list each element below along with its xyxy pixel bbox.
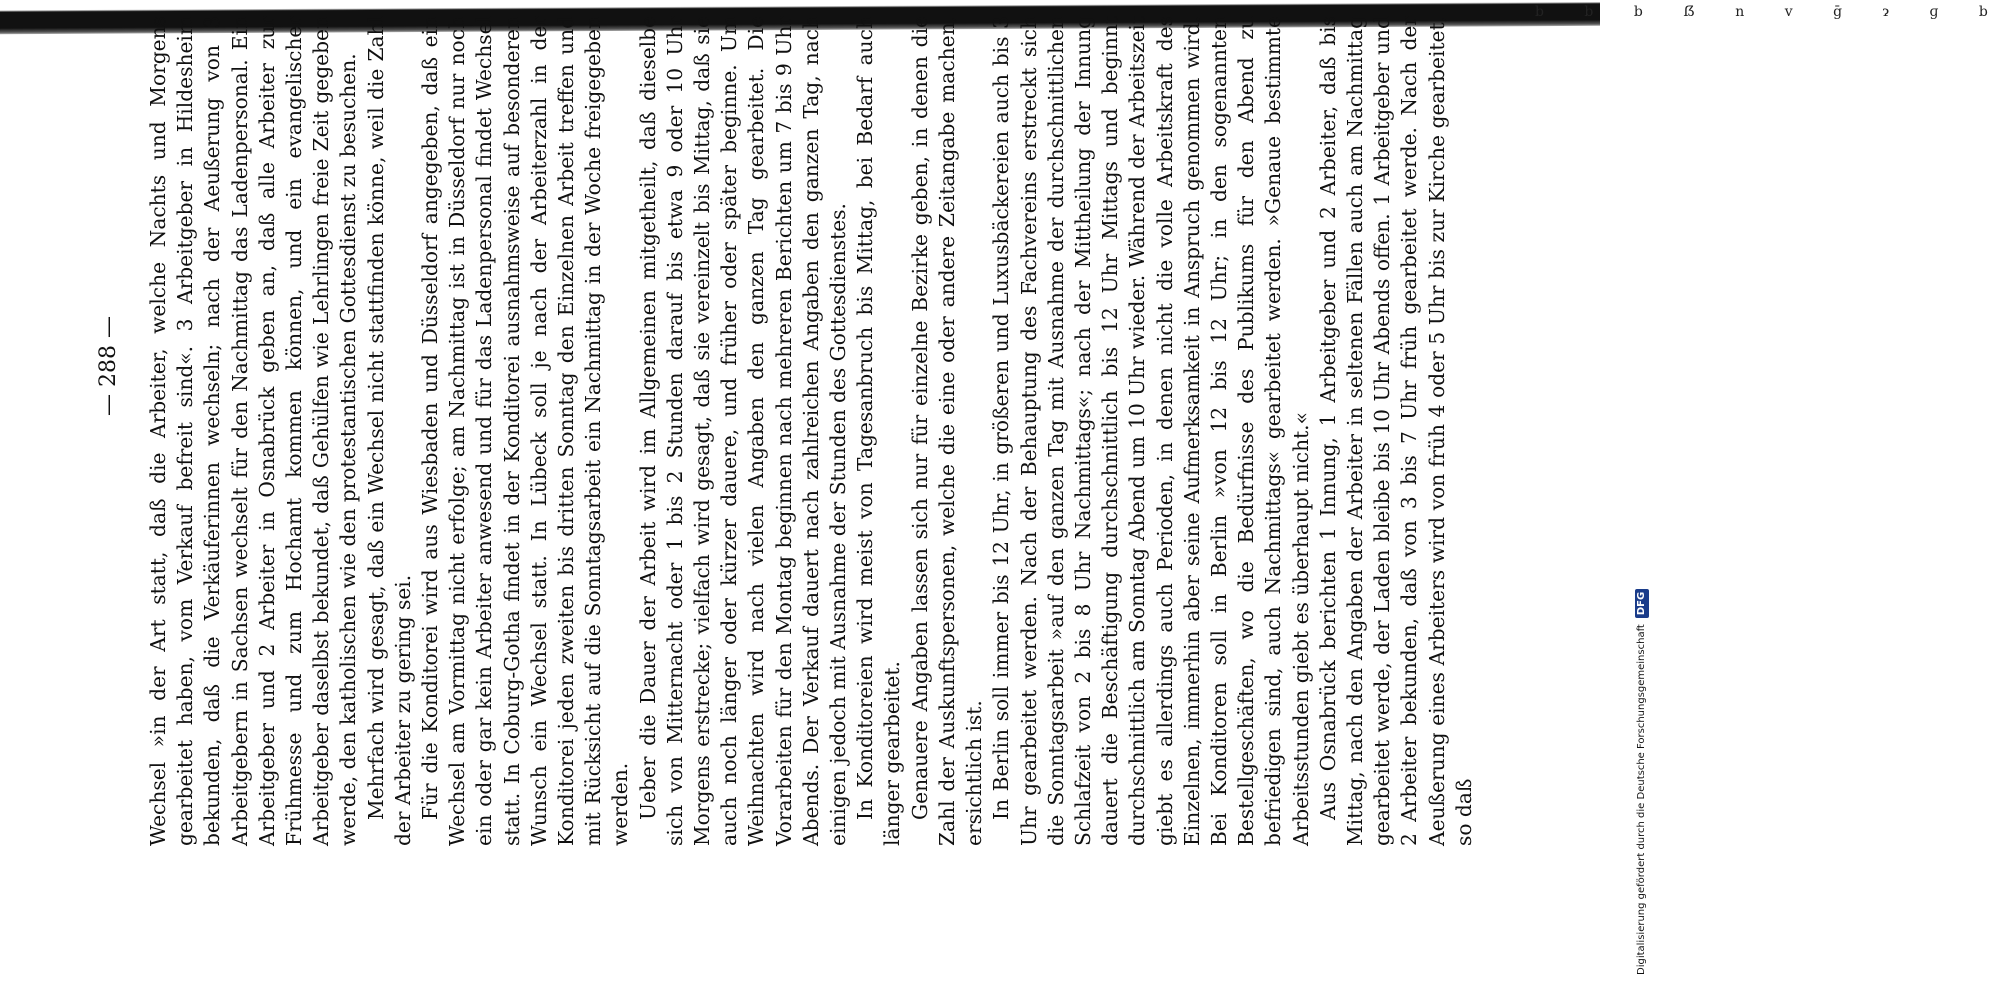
paragraph: Mehrfach wird gesagt, daß ein Wechsel nicht stattfinden könne, weil die Zahl der Arbeiter zu gering sei. [363,16,415,846]
paragraph: Genauere Angaben lassen sich nur für einzelne Bezirke geben, in denen die Zahl der Auskunftspersonen, welche die eine oder andere Zeitangabe machen, ersichtlich ist. [907,16,987,846]
page-number-header: — 288 — [96,316,121,416]
adjacent-page-fragment: b b b ẞ n v ḡ ɂ ɡ b [1535,4,2006,20]
funding-note-text: Digitalisierung gefördert durch die Deutsche Forschungsgemeinschaft [1636,624,1647,975]
paragraph: In Konditoreien wird meist von Tagesanbruch bis Mittag, bei Bedarf auch länger gearbeitet. [853,16,905,846]
paragraph: In Berlin soll immer bis 12 Uhr, in größeren und Luxusbäckereien auch bis 3 Uhr gearbeitet werden. Nach der Behauptung des Fachvereins erstreckt sich die Sonntagsarbeit »auf den ganzen Tag mit Ausnahme der durchschnittlichen Schlafzeit von 2 bis 8 Uhr Nachmittags«; nach der Mittheilung der Innung dauert die Beschäftigung durchschnittlich bis 12 Uhr Mittags und beginnt durchschnittlich am Sonntag Abend um 10 Uhr wieder. Während der Arbeitszeit giebt es allerdings auch Perioden, in denen nicht die volle Arbeitskraft des Einzelnen, immerhin aber seine Aufmerksamkeit in Anspruch genommen wird. Bei Konditoren soll in Berlin »von 12 bis 12 Uhr; in den sogenannten Bestellgeschäften, wo die Bedürfnisse des Publikums für den Abend zu befriedigen sind, auch Nachmittags« gearbeitet werden. »Genaue bestimmte Arbeitsstunden giebt es überhaupt nicht.« [989,16,1313,846]
paragraph: Wechsel »in der Art statt, daß die Arbeiter, welche Nachts und Morgens gearbeitet haben, vom Verkauf befreit sind«. 3 Arbeitgeber in Hildesheim bekunden, daß die Verkäuferinnen wechseln; nach der Aeußerung von 3 Arbeitgebern in Sachsen wechselt für den Nachmittag das Ladenpersonal. Ein Arbeitgeber und 2 Arbeiter in Osnabrück geben an, daß alle Arbeiter zur Frühmesse und zum Hochamt kommen können, und ein evangelischer Arbeitgeber daselbst bekundet, daß Gehülfen wie Lehrlingen freie Zeit gegeben werde, den katholischen wie den protestantischen Gottesdienst zu besuchen. [146,16,361,846]
funding-note [1633,25,1651,975]
paragraph: Für die Konditorei wird aus Wiesbaden und Düsseldorf angegeben, daß ein Wechsel am Vormittag nicht erfolge; am Nachmittag ist in Düsseldorf nur noch ein oder gar kein Arbeiter anwesend und für das Ladenpersonal findet Wechsel statt. In Coburg-Gotha findet in der Konditorei ausnahmsweise auf besonderen Wunsch ein Wechsel statt. In Lübeck soll je nach der Arbeiterzahl in der Konditorei jeden zweiten bis dritten Sonntag den Einzelnen Arbeit treffen und mit Rücksicht auf die Sonntagsarbeit ein Nachmittag in der Woche freigegeben werden. [418,16,633,846]
paragraph: Ueber die Dauer der Arbeit wird im Allgemeinen mitgetheilt, daß dieselbe sich von Mitternacht oder 1 bis 2 Stunden darauf bis etwa 9 oder 10 Uhr Morgens erstrecke; vielfach wird gesagt, daß sie vereinzelt bis Mittag, daß sie auch noch länger oder kürzer dauere, und früher oder später beginne. Um Weihnachten wird nach vielen Angaben den ganzen Tag gearbeitet. Die Vorarbeiten für den Montag beginnen nach mehreren Berichten um 7 bis 9 Uhr Abends. Der Verkauf dauert nach zahlreichen Angaben den ganzen Tag, nach einigen jedoch mit Ausnahme der Stunden des Gottesdienstes. [635,16,851,846]
dfg-logo: DFG [1635,589,1649,618]
rotated-page-content [85,16,1480,846]
paragraph: Aus Osnabrück berichten 1 Innung, 1 Arbeitgeber und 2 Arbeiter, daß bis Mittag, nach den Angaben der Arbeiter in seltenen Fällen auch am Nachmittag gearbeitet werde, der Laden bleibe bis 10 Uhr Abends offen. 1 Arbeitgeber und 2 Arbeiter bekunden, daß von 3 bis 7 Uhr früh gearbeitet werde. Nach der Aeußerung eines Arbeiters wird von früh 4 oder 5 Uhr bis zur Kirche gearbeitet, so daß [1315,16,1476,846]
body-text [145,16,1480,846]
